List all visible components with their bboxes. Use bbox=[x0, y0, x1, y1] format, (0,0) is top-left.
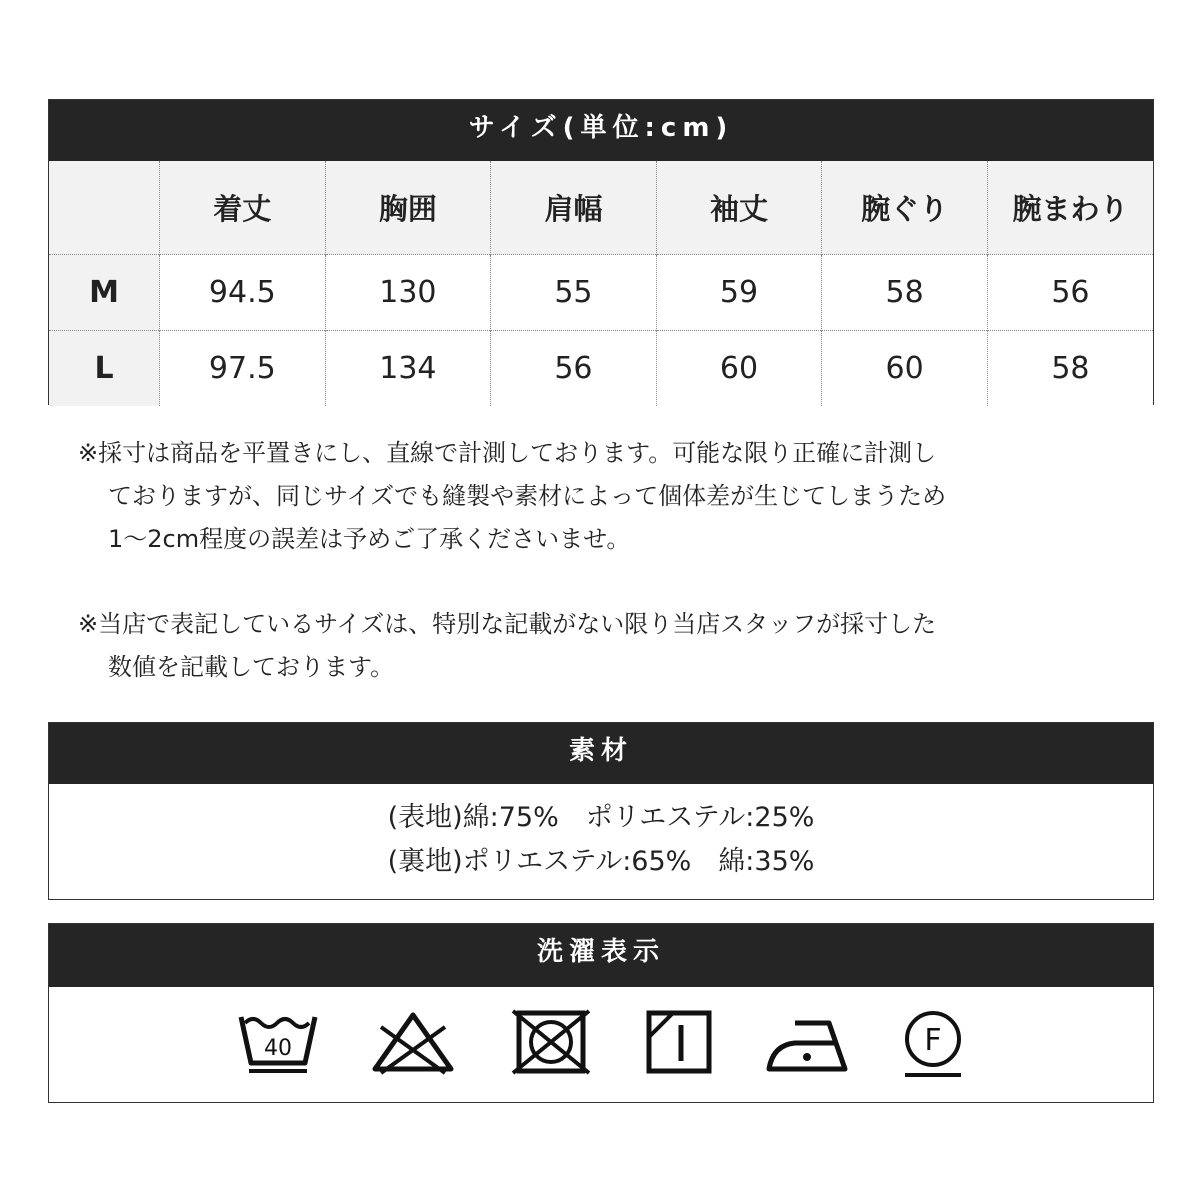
no-bleach-icon bbox=[371, 1009, 455, 1075]
table-cell: 59 bbox=[656, 255, 822, 331]
table-cell: 60 bbox=[822, 331, 988, 407]
note-line: 数値を記載しております。 bbox=[108, 653, 395, 681]
care-section bbox=[48, 923, 1154, 1103]
table-row bbox=[49, 255, 1153, 331]
size-table-section bbox=[48, 99, 1154, 405]
note-line: ※当店で表記しているサイズは、特別な記載がない限り当店スタッフが採寸した bbox=[78, 610, 937, 638]
table-row bbox=[49, 331, 1153, 407]
size-table-title: サイズ(単位:cm) bbox=[49, 100, 1153, 161]
material-title: 素材 bbox=[49, 723, 1153, 784]
column-header: 腕ぐり bbox=[822, 161, 988, 255]
table-cell: 55 bbox=[491, 255, 657, 331]
column-header: 袖丈 bbox=[656, 161, 822, 255]
table-cell: 58 bbox=[822, 255, 988, 331]
measurement-note bbox=[78, 432, 1078, 561]
care-title: 洗濯表示 bbox=[49, 924, 1153, 987]
material-line-lining: (裏地)ポリエステル:65% 綿:35% bbox=[387, 846, 815, 877]
iron-low-icon bbox=[765, 1009, 851, 1075]
column-header: 肩幅 bbox=[491, 161, 657, 255]
table-cell: 94.5 bbox=[160, 255, 326, 331]
line-dry-shade-icon bbox=[645, 1009, 715, 1075]
table-cell: 60 bbox=[656, 331, 822, 407]
material-section bbox=[48, 722, 1154, 900]
size-header-corner bbox=[49, 161, 160, 255]
column-header: 胸囲 bbox=[325, 161, 491, 255]
column-header: 腕まわり bbox=[987, 161, 1153, 255]
table-cell: 56 bbox=[987, 255, 1153, 331]
note-line: 1〜2cm程度の誤差は予めご了承くださいませ。 bbox=[108, 525, 631, 553]
svg-text:F: F bbox=[924, 1023, 942, 1058]
table-cell: 97.5 bbox=[160, 331, 326, 407]
no-tumble-dry-icon bbox=[509, 1009, 593, 1075]
size-label: M bbox=[49, 255, 160, 331]
dry-clean-f-icon bbox=[901, 1009, 971, 1079]
size-label: L bbox=[49, 331, 160, 407]
material-line-outer: (表地)綿:75% ポリエステル:25% bbox=[387, 802, 815, 833]
table-cell: 56 bbox=[491, 331, 657, 407]
table-cell: 130 bbox=[325, 255, 491, 331]
table-cell: 58 bbox=[987, 331, 1153, 407]
care-icons bbox=[49, 987, 1153, 1102]
size-source-note bbox=[78, 603, 1078, 689]
svg-text:40: 40 bbox=[264, 1036, 292, 1061]
size-table bbox=[49, 161, 1153, 406]
table-cell: 134 bbox=[325, 331, 491, 407]
note-line: ※採寸は商品を平置きにし、直線で計測しております。可能な限り正確に計測し bbox=[78, 439, 937, 467]
note-line: ておりますが、同じサイズでも縫製や素材によって個体差が生じてしまうため bbox=[108, 482, 947, 510]
column-header: 着丈 bbox=[160, 161, 326, 255]
wash-tub-40-icon bbox=[237, 1009, 319, 1075]
size-table-header-row bbox=[49, 161, 1153, 255]
